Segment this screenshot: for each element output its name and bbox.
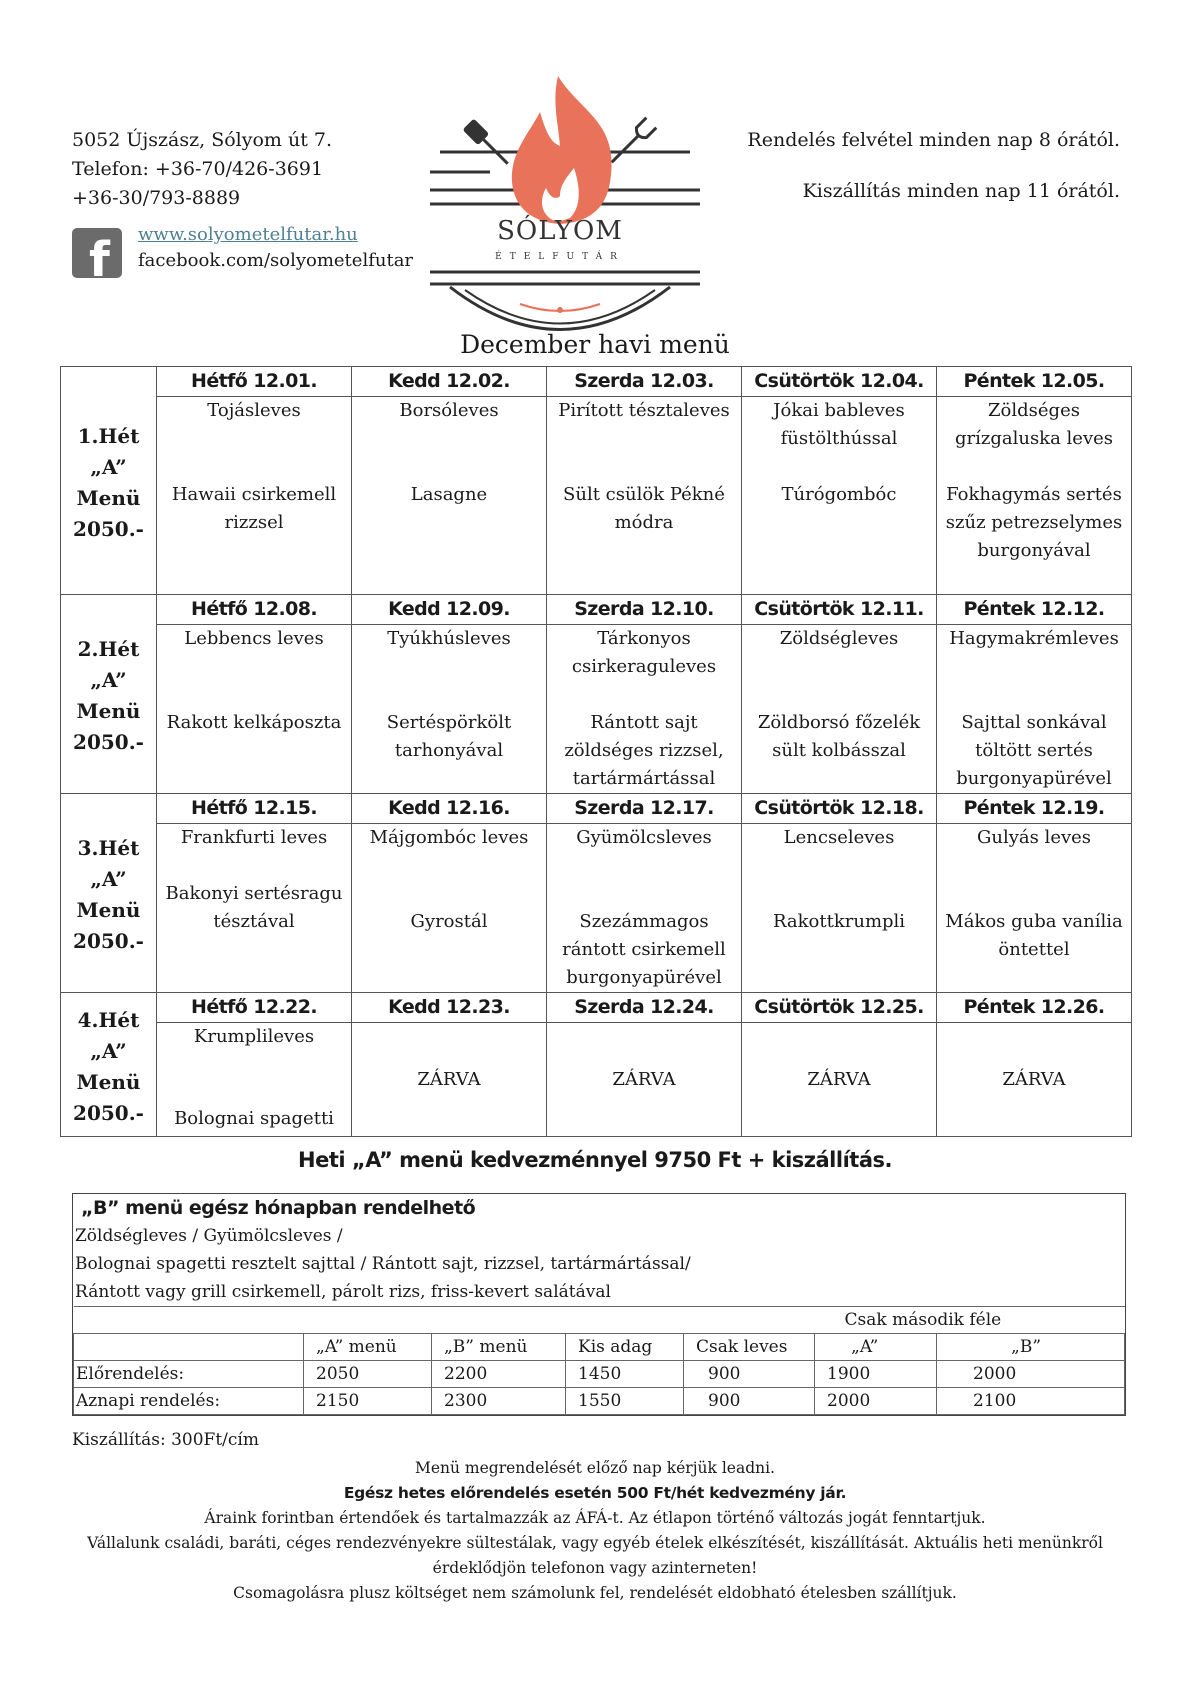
day-header: Kedd 12.23. (352, 993, 547, 1023)
soup: Jókai bableves füstölthússal (773, 400, 905, 449)
price-row-label: Előrendelés: (74, 1361, 304, 1388)
main-course: Sült csülök Pékné módra (563, 484, 725, 533)
price-cell: 1900 (815, 1361, 937, 1388)
soup: Gyümölcsleves (576, 827, 712, 848)
closed-cell: ZÁRVA (547, 1023, 742, 1137)
dish-cell (937, 625, 1132, 794)
price-cell: 1550 (566, 1388, 684, 1415)
phone-secondary: +36-30/793-8889 (72, 187, 241, 209)
logo (430, 72, 700, 342)
column-header: „A” menü (304, 1334, 432, 1361)
price-cell: 900 (684, 1361, 815, 1388)
footer-line: Csomagolásra plusz költséget nem számolunk fel, rendelését eldobható ételesben szállítjuk. (233, 1584, 957, 1602)
b-menu-item: Bolognai spagetti resztelt sajttal / Rántott sajt, rizzsel, tartármártással/ (75, 1254, 691, 1274)
main-course: Hawaii csirkemell rizzsel (171, 484, 337, 533)
price-row (74, 1361, 1125, 1388)
footer-discount: Egész hetes előrendelés esetén 500 Ft/hét kedvezmény jár. (343, 1484, 847, 1502)
main-course: Fokhagymás sertés szűz petrezselymes burgonyával (945, 484, 1123, 561)
day-header: Szerda 12.17. (547, 794, 742, 824)
week-1-header-row (61, 367, 1132, 397)
price-cell: 2000 (937, 1361, 1125, 1388)
day-header: Kedd 12.09. (352, 595, 547, 625)
column-header: Kis adag (566, 1334, 684, 1361)
dish-cell (352, 397, 547, 595)
price-cell: 900 (684, 1388, 815, 1415)
footer-notes (40, 1456, 1150, 1606)
week-1-dishes-row (61, 397, 1132, 595)
day-header: Csütörtök 12.18. (742, 794, 937, 824)
dish-cell (157, 1023, 352, 1137)
price-cell: 2300 (432, 1388, 566, 1415)
day-header: Hétfő 12.15. (157, 794, 352, 824)
website-link[interactable]: www.solyometelfutar.hu (138, 224, 358, 245)
phone-primary: Telefon: +36-70/426-3691 (72, 158, 324, 180)
contact-info (72, 126, 332, 213)
day-header: Hétfő 12.08. (157, 595, 352, 625)
day-header: Szerda 12.24. (547, 993, 742, 1023)
dish-cell (157, 397, 352, 595)
soup: Frankfurti leves (180, 827, 328, 848)
closed-cell: ZÁRVA (937, 1023, 1132, 1137)
week-2-dishes-row (61, 625, 1132, 794)
dish-cell (547, 625, 742, 794)
main-course: Bolognai spagetti (174, 1108, 334, 1129)
soup: Pirított tésztaleves (558, 400, 730, 421)
footer-line: érdeklődjön telefonon vagy azinterneten! (432, 1559, 758, 1577)
price-cell: 2000 (815, 1388, 937, 1415)
main-course: Túrógombóc (781, 484, 897, 505)
price-cell: 2050 (304, 1361, 432, 1388)
price-header-row (74, 1334, 1125, 1361)
day-header: Hétfő 12.22. (157, 993, 352, 1023)
soup: Tojásleves (207, 400, 301, 421)
dish-cell (742, 625, 937, 794)
soup: Hagymakrémleves (949, 628, 1119, 649)
social-links (72, 226, 432, 282)
footer-line: Menü megrendelését előző nap kérjük leadni. (414, 1459, 775, 1477)
price-table (73, 1306, 1125, 1415)
column-header: „B” (937, 1334, 1125, 1361)
soup: Zöldségleves (779, 628, 899, 649)
dish-cell (547, 397, 742, 595)
main-course: Rakott kelkáposzta (166, 712, 342, 733)
column-header: „B” menü (432, 1334, 566, 1361)
week-3-header-row (61, 794, 1132, 824)
soup: Tárkonyos csirkeraguleves (571, 628, 717, 677)
price-cell: 1450 (566, 1361, 684, 1388)
day-header: Péntek 12.05. (937, 367, 1132, 397)
week-2-header-row (61, 595, 1132, 625)
week-label: 4.Hét „A” Menü 2050.- (61, 993, 157, 1137)
dish-cell (742, 824, 937, 993)
day-header: Kedd 12.02. (352, 367, 547, 397)
price-row-label: Aznapi rendelés: (74, 1388, 304, 1415)
main-course: Zöldborsó főzelék sült kolbásszal (757, 712, 921, 761)
price-caption: Csak második féle (815, 1307, 1125, 1334)
main-course: Rakottkrumpli (772, 911, 906, 932)
day-header: Csütörtök 12.25. (742, 993, 937, 1023)
price-cell: 2200 (432, 1361, 566, 1388)
b-menu-heading: „B” menü egész hónapban rendelhető (81, 1197, 476, 1219)
day-header: Csütörtök 12.11. (742, 595, 937, 625)
order-hours: Rendelés felvétel minden nap 8 órától. (747, 129, 1120, 151)
delivery-hours: Kiszállítás minden nap 11 órától. (802, 180, 1120, 202)
soup: Lencseleves (783, 827, 895, 848)
shipping-fee: Kiszállítás: 300Ft/cím (72, 1430, 259, 1450)
main-course: Sajttal sonkával töltött sertés burgonyapürével (956, 712, 1112, 789)
closed-cell: ZÁRVA (352, 1023, 547, 1137)
brand-subtitle: ÉTELFUTÁR (495, 252, 625, 262)
week-4-dishes-row (61, 1023, 1132, 1137)
column-header: Csak leves (684, 1334, 815, 1361)
column-header (74, 1334, 304, 1361)
day-header: Péntek 12.12. (937, 595, 1132, 625)
price-row (74, 1388, 1125, 1415)
soup: Zöldséges grízgaluska leves (954, 400, 1114, 449)
day-header: Hétfő 12.01. (157, 367, 352, 397)
brand-name: SÓLYOM (497, 216, 623, 246)
main-course: Rántott sajt zöldséges rizzsel, tartármártással (564, 712, 724, 789)
dish-cell (157, 824, 352, 993)
flame-logo-icon (430, 72, 700, 342)
day-header: Csütörtök 12.04. (742, 367, 937, 397)
week-4-header-row (61, 993, 1132, 1023)
main-course: Mákos guba vanília öntettel (945, 911, 1123, 960)
facebook-link[interactable]: facebook.com/solyometelfutar (138, 250, 414, 271)
soup: Lebbencs leves (184, 628, 324, 649)
day-header: Péntek 12.26. (937, 993, 1132, 1023)
closed-cell: ZÁRVA (742, 1023, 937, 1137)
facebook-icon: f (72, 228, 122, 278)
dish-cell (352, 824, 547, 993)
soup: Májgombóc leves (369, 827, 529, 848)
dish-cell (937, 397, 1132, 595)
page-title: December havi menü (460, 330, 730, 359)
footer-line: Vállalunk családi, baráti, céges rendezvényekre sültestálak, vagy egyéb ételek elkészítését, kiszállítását. Aktuális heti menünkről (87, 1534, 1103, 1552)
dish-cell (352, 625, 547, 794)
main-course: Sertéspörkölt tarhonyával (386, 712, 512, 761)
week-label: 1.Hét „A” Menü 2050.- (61, 367, 157, 595)
main-course: Lasagne (410, 484, 488, 505)
soup: Krumplileves (193, 1026, 315, 1047)
column-header: „A” (815, 1334, 937, 1361)
price-cell: 2100 (937, 1388, 1125, 1415)
b-menu-item: Rántott vagy grill csirkemell, párolt rizs, friss-kevert salátával (75, 1282, 611, 1302)
opening-hours (747, 126, 1120, 206)
day-header: Péntek 12.19. (937, 794, 1132, 824)
monthly-menu-table (60, 366, 1132, 1137)
address: 5052 Újszász, Sólyom út 7. (72, 129, 333, 151)
dish-cell (547, 824, 742, 993)
week-3-dishes-row (61, 824, 1132, 993)
main-course: Szezámmagos rántott csirkemell burgonyapürével (562, 911, 726, 988)
day-header: Szerda 12.03. (547, 367, 742, 397)
dish-cell (742, 397, 937, 595)
main-course: Gyrostál (410, 911, 488, 932)
day-header: Szerda 12.10. (547, 595, 742, 625)
b-menu-box (72, 1193, 1126, 1416)
b-menu-item: Zöldségleves / Gyümölcsleves / (75, 1226, 343, 1246)
price-caption-row (74, 1307, 1125, 1334)
week-label: 2.Hét „A” Menü 2050.- (61, 595, 157, 794)
dish-cell (937, 824, 1132, 993)
week-label: 3.Hét „A” Menü 2050.- (61, 794, 157, 993)
soup: Borsóleves (399, 400, 499, 421)
dish-cell (157, 625, 352, 794)
soup: Tyúkhúsleves (387, 628, 511, 649)
soup: Gulyás leves (976, 827, 1092, 848)
price-cell: 2150 (304, 1388, 432, 1415)
weekly-offer: Heti „A” menü kedvezménnyel 9750 Ft + kiszállítás. (298, 1148, 892, 1172)
footer-line: Áraink forintban értendőek és tartalmazzák az ÁFÁ-t. Az étlapon történő változás jogát fenntartjuk. (204, 1509, 986, 1527)
day-header: Kedd 12.16. (352, 794, 547, 824)
main-course: Bakonyi sertésragu tésztával (165, 883, 343, 932)
